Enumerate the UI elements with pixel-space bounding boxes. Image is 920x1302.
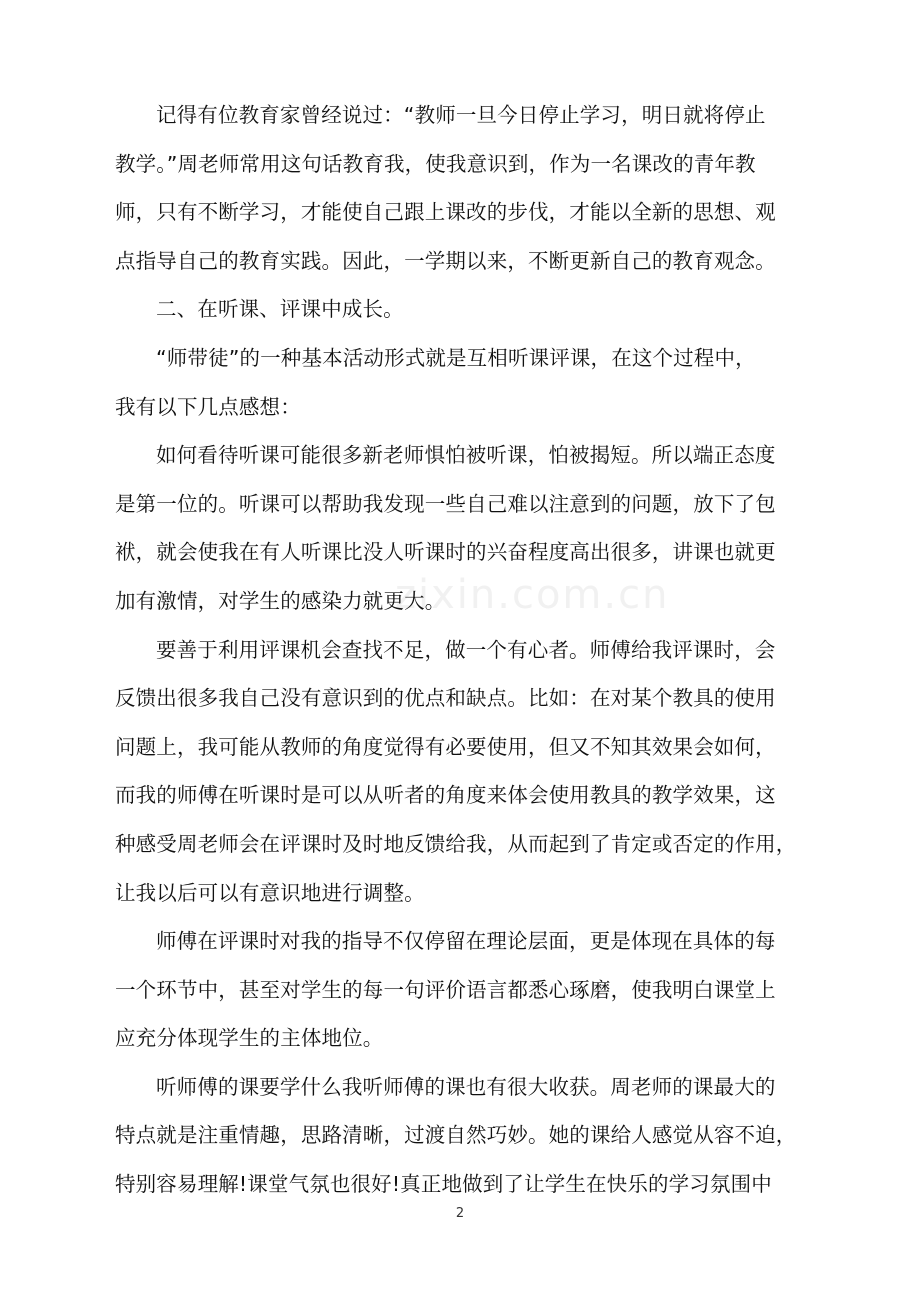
text-line: 种感受周老师会在评课时及时地反馈给我，从而起到了肯定或否定的作用，	[115, 831, 797, 856]
paragraph-3	[115, 431, 810, 625]
watermark: zixin.com.cn	[395, 572, 670, 618]
paragraph-5	[115, 917, 810, 1063]
text-line: 教学。”周老师常用这句话教育我，使我意识到，作为一名课改的青年教	[115, 151, 756, 176]
text-line: 记得有位教育家曾经说过：“教师一旦今日停止学习，明日就将停止	[156, 103, 766, 127]
text-line: 特点就是注重情趣，思路清晰，过渡自然巧妙。她的课给人感觉从容不迫，	[115, 1123, 797, 1148]
text-line: 应充分体现学生的主体地位。	[115, 1026, 384, 1051]
text-line: 是第一位的。听课可以帮助我发现一些自己难以注意到的问题，放下了包	[115, 491, 776, 516]
text-line: 要善于利用评课机会查找不足，做一个有心者。师傅给我评课时，会	[156, 637, 776, 662]
paragraph-1	[115, 91, 810, 285]
text-line: 点指导自己的教育实践。因此，一学期以来，不断更新自己的教育观念。	[115, 248, 776, 273]
text-line: 一个环节中，甚至对学生的每一句评价语言都悉心琢磨，使我明白课堂上	[115, 977, 776, 1002]
text-line: 二、在听课、评课中成长。	[156, 297, 404, 322]
section-heading	[115, 285, 810, 334]
text-line: 特别容易理解!课堂气氛也很好!真正地做到了让学生在快乐的学习氛围中	[115, 1172, 772, 1197]
paragraph-6	[115, 1063, 810, 1209]
document-body	[115, 91, 810, 1209]
text-line: 我有以下几点感想：	[115, 394, 301, 419]
text-line: 如何看待听课可能很多新老师惧怕被听课，怕被揭短。所以端正态度	[156, 443, 776, 468]
paragraph-4	[115, 626, 810, 918]
text-line: 师，只有不断学习，才能使自己跟上课改的步伐，才能以全新的思想、观	[115, 200, 776, 225]
text-line: 反馈出很多我自己没有意识到的优点和缺点。比如：在对某个教具的使用	[115, 686, 776, 711]
text-line: 加有激情，对学生的感染力就更大。	[115, 588, 446, 613]
text-line: 听师傅的课要学什么我听师傅的课也有很大收获。周老师的课最大的	[156, 1074, 776, 1099]
text-line: 而我的师傅在听课时是可以从听者的角度来体会使用教具的教学效果，这	[115, 783, 776, 808]
page-number: 2	[455, 1206, 465, 1221]
text-line: 师傅在评课时对我的指导不仅停留在理论层面，更是体现在具体的每	[156, 929, 776, 954]
text-line: 让我以后可以有意识地进行调整。	[115, 880, 425, 905]
paragraph-2	[115, 334, 810, 431]
text-line: 袱，就会使我在有人听课比没人听课时的兴奋程度高出很多，讲课也就更	[115, 540, 776, 565]
text-line: “师带徒”的一种基本活动形式就是互相听课评课，在这个过程中，	[156, 345, 756, 370]
text-line: 问题上，我可能从教师的角度觉得有必要使用，但又不知其效果会如何，	[115, 734, 776, 759]
